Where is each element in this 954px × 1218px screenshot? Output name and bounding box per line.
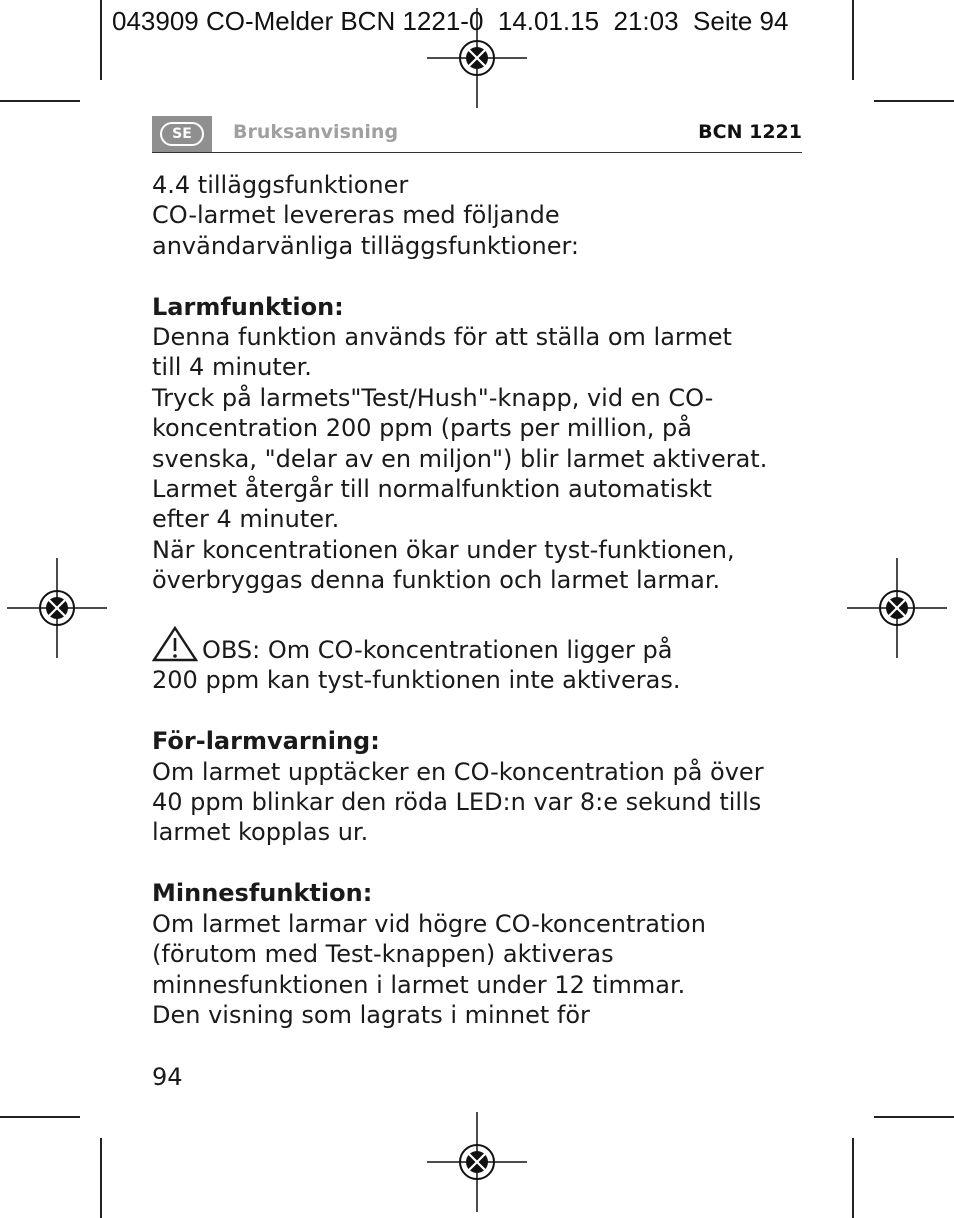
forlarm-heading: För-larmvarning:: [152, 727, 380, 756]
body-line: Den visning som lagrats i minnet för: [152, 1000, 590, 1029]
crop-mark-bottom-right-vertical: [852, 1138, 854, 1218]
page-number: 94: [152, 1063, 183, 1091]
minnes-heading: Minnesfunktion:: [152, 879, 373, 908]
registration-mark-bottom-icon: [427, 1112, 527, 1212]
crop-mark-bottom-right-horizontal: [874, 1116, 954, 1118]
print-slug: 043909 CO-Melder BCN 1221-0 14.01.15 21:03 Seite 94: [112, 6, 789, 36]
crop-mark-bottom-left-horizontal: [0, 1116, 80, 1118]
warning-triangle-icon: [152, 626, 198, 662]
language-code: SE: [160, 122, 204, 146]
registration-mark-right-icon: [847, 558, 947, 658]
body-line: efter 4 minuter.: [152, 505, 340, 534]
body-line: överbryggas denna funktion och larmet larmar.: [152, 566, 721, 595]
registration-mark-top-icon: [427, 8, 527, 108]
crop-mark-top-right-horizontal: [874, 100, 954, 102]
intro-line: användarvänliga tilläggsfunktioner:: [152, 231, 580, 260]
body-line: svenska, "delar av en miljon") blir larmet aktiverat.: [152, 444, 768, 473]
crop-mark-top-left-vertical: [100, 0, 102, 80]
section-title: 4.4 tilläggsfunktioner: [152, 171, 409, 199]
body-line: minnesfunktionen i larmet under 12 timmar.: [152, 970, 686, 999]
language-badge: [152, 116, 212, 152]
body-line: Om larmet larmar vid högre CO-koncentration: [152, 909, 706, 938]
body-line: larmet kopplas ur.: [152, 818, 369, 847]
crop-mark-top-left-horizontal: [0, 100, 80, 102]
page-content: [152, 170, 812, 1030]
crop-mark-top-right-vertical: [852, 0, 854, 80]
body-line: 40 ppm blinkar den röda LED:n var 8:e sekund tills: [152, 788, 762, 817]
larmfunktion-heading: Larmfunktion:: [152, 292, 344, 321]
body-line: (förutom med Test-knappen) aktiveras: [152, 940, 614, 969]
crop-mark-bottom-left-vertical: [100, 1138, 102, 1218]
intro-line: CO-larmet levereras med följande: [152, 201, 560, 230]
warning-line: [152, 626, 812, 665]
warning-text: OBS: Om CO-koncentrationen ligger på: [202, 636, 673, 665]
registration-mark-left-icon: [7, 558, 107, 658]
manual-label: Bruksanvisning: [233, 121, 399, 143]
body-line: Denna funktion används för att ställa om larmet: [152, 323, 732, 352]
body-line: Om larmet upptäcker en CO-koncentration på över: [152, 757, 764, 786]
body-line: När koncentrationen ökar under tyst-funktionen,: [152, 535, 735, 564]
page-header: [152, 116, 802, 153]
body-line: Tryck på larmets"Test/Hush"-knapp, vid en CO-: [152, 383, 714, 412]
body-line: koncentration 200 ppm (parts per million, på: [152, 414, 692, 443]
warning-line: 200 ppm kan tyst-funktionen inte aktiveras.: [152, 666, 681, 695]
body-line: till 4 minuter.: [152, 353, 312, 382]
model-label: BCN 1221: [698, 121, 802, 143]
body-line: Larmet återgår till normalfunktion automatiskt: [152, 475, 712, 504]
